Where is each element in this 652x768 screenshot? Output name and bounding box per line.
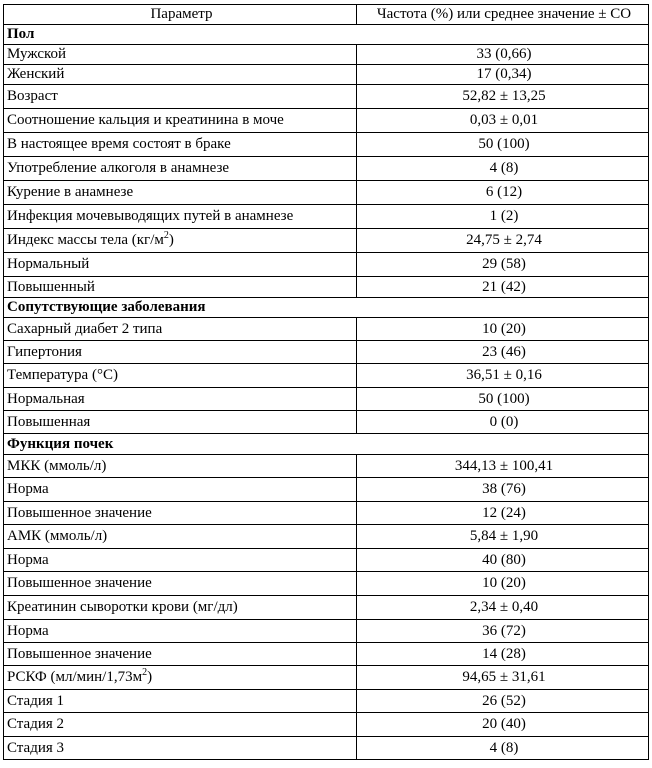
parameter-label-tail: ) bbox=[168, 232, 174, 248]
parameter-label: Нормальный bbox=[7, 256, 90, 272]
parameter-cell bbox=[4, 713, 357, 737]
parameter-cell bbox=[4, 364, 357, 388]
parameter-label: Норма bbox=[7, 551, 49, 568]
section-title: Функция почек bbox=[4, 434, 649, 455]
table-row bbox=[4, 572, 649, 596]
table-row bbox=[4, 713, 649, 737]
parameter-label: Повышенное значение bbox=[7, 504, 152, 521]
table-row bbox=[4, 478, 649, 502]
parameter-cell bbox=[4, 525, 357, 549]
parameter-cell bbox=[4, 277, 357, 298]
parameter-cell bbox=[4, 690, 357, 713]
parameter-cell bbox=[4, 65, 357, 85]
table-row bbox=[4, 388, 649, 411]
parameter-cell bbox=[4, 205, 357, 229]
value-cell: 94,65 ± 31,61 bbox=[357, 666, 649, 690]
parameter-label: АМК (ммоль/л) bbox=[7, 528, 108, 544]
section-row bbox=[4, 298, 649, 318]
value-cell: 6 (12) bbox=[357, 181, 649, 205]
table-row bbox=[4, 229, 649, 253]
value-cell: 4 (8) bbox=[357, 157, 649, 181]
parameter-label: МКК (ммоль/л) bbox=[7, 457, 107, 474]
parameter-cell bbox=[4, 455, 357, 478]
value-cell: 2,34 ± 0,40 bbox=[357, 596, 649, 620]
table-row bbox=[4, 549, 649, 572]
value-cell: 344,13 ± 100,41 bbox=[357, 455, 649, 478]
header-parameter: Параметр bbox=[4, 5, 357, 25]
table-row bbox=[4, 737, 649, 760]
table-row bbox=[4, 502, 649, 525]
table-row bbox=[4, 620, 649, 643]
value-cell: 26 (52) bbox=[357, 690, 649, 713]
value-cell: 10 (20) bbox=[357, 572, 649, 596]
parameter-cell bbox=[4, 478, 357, 502]
parameter-label: Возраст bbox=[7, 88, 58, 104]
table-row bbox=[4, 133, 649, 157]
table-row bbox=[4, 525, 649, 549]
table-row bbox=[4, 690, 649, 713]
table-row bbox=[4, 109, 649, 133]
parameter-label: Нормальная bbox=[7, 390, 85, 407]
parameter-label: Сахарный диабет 2 типа bbox=[7, 320, 163, 337]
parameter-cell bbox=[4, 253, 357, 277]
value-cell: 0 (0) bbox=[357, 411, 649, 434]
value-cell: 0,03 ± 0,01 bbox=[357, 109, 649, 133]
parameter-label: Креатинин сыворотки крови (мг/дл) bbox=[7, 599, 238, 615]
table-row bbox=[4, 157, 649, 181]
parameter-cell bbox=[4, 341, 357, 364]
superscript: 2 bbox=[142, 667, 148, 678]
table-row bbox=[4, 65, 649, 85]
table-row bbox=[4, 364, 649, 388]
value-cell: 36 (72) bbox=[357, 620, 649, 643]
parameter-cell bbox=[4, 737, 357, 760]
section-title: Пол bbox=[4, 25, 649, 45]
parameter-cell bbox=[4, 666, 357, 690]
header-value: Частота (%) или среднее значение ± СО bbox=[357, 5, 649, 25]
value-cell: 40 (80) bbox=[357, 549, 649, 572]
parameter-cell bbox=[4, 133, 357, 157]
parameter-label-tail: ) bbox=[147, 669, 153, 685]
value-cell: 38 (76) bbox=[357, 478, 649, 502]
value-cell: 24,75 ± 2,74 bbox=[357, 229, 649, 253]
table-row bbox=[4, 181, 649, 205]
table-header-row bbox=[4, 5, 649, 25]
table-row bbox=[4, 45, 649, 65]
parameter-label: Температура (°C) bbox=[7, 367, 118, 383]
parameter-cell bbox=[4, 596, 357, 620]
value-cell: 20 (40) bbox=[357, 713, 649, 737]
parameter-cell bbox=[4, 157, 357, 181]
value-cell: 50 (100) bbox=[357, 388, 649, 411]
table-row bbox=[4, 253, 649, 277]
value-cell: 36,51 ± 0,16 bbox=[357, 364, 649, 388]
parameter-cell bbox=[4, 85, 357, 109]
table-row bbox=[4, 85, 649, 109]
value-cell: 10 (20) bbox=[357, 318, 649, 341]
parameter-cell bbox=[4, 229, 357, 253]
parameter-cell bbox=[4, 109, 357, 133]
value-cell: 29 (58) bbox=[357, 253, 649, 277]
parameter-label: Употребление алкоголя в анамнезе bbox=[7, 160, 230, 176]
parameter-cell bbox=[4, 388, 357, 411]
value-cell: 14 (28) bbox=[357, 643, 649, 666]
table-row bbox=[4, 341, 649, 364]
parameter-cell bbox=[4, 620, 357, 643]
parameter-label: В настоящее время состоят в браке bbox=[7, 136, 231, 152]
section-title: Сопутствующие заболевания bbox=[4, 298, 649, 318]
parameter-cell bbox=[4, 45, 357, 65]
parameter-cell bbox=[4, 181, 357, 205]
value-cell: 5,84 ± 1,90 bbox=[357, 525, 649, 549]
parameter-cell bbox=[4, 643, 357, 666]
table-row bbox=[4, 411, 649, 434]
superscript: 2 bbox=[163, 230, 169, 241]
table-row bbox=[4, 455, 649, 478]
parameter-label: Женский bbox=[7, 66, 65, 82]
value-cell: 50 (100) bbox=[357, 133, 649, 157]
table-row bbox=[4, 277, 649, 298]
value-cell: 12 (24) bbox=[357, 502, 649, 525]
parameter-label: Норма bbox=[7, 481, 49, 497]
parameter-label: Гипертония bbox=[7, 343, 82, 360]
parameter-label: Стадия 3 bbox=[7, 739, 65, 756]
parameter-label: Соотношение кальция и креатинина в моче bbox=[7, 112, 284, 128]
parameter-label: Повышенное значение bbox=[7, 575, 152, 591]
section-row bbox=[4, 434, 649, 455]
parameter-cell bbox=[4, 318, 357, 341]
table-body bbox=[4, 25, 649, 760]
value-cell: 23 (46) bbox=[357, 341, 649, 364]
parameter-label: Курение в анамнезе bbox=[7, 184, 134, 200]
parameter-label: Повышенный bbox=[7, 278, 95, 295]
parameter-label: Инфекция мочевыводящих путей в анамнезе bbox=[7, 208, 294, 224]
parameter-cell bbox=[4, 572, 357, 596]
parameter-label: РСКФ (мл/мин/1,73м bbox=[7, 669, 143, 685]
value-cell: 4 (8) bbox=[357, 737, 649, 760]
parameter-label: Норма bbox=[7, 622, 49, 639]
table-row bbox=[4, 666, 649, 690]
value-cell: 21 (42) bbox=[357, 277, 649, 298]
value-cell: 1 (2) bbox=[357, 205, 649, 229]
section-row bbox=[4, 25, 649, 45]
parameter-label: Повышенное значение bbox=[7, 645, 152, 662]
table-row bbox=[4, 643, 649, 666]
table-row bbox=[4, 318, 649, 341]
characteristics-table bbox=[3, 4, 649, 760]
value-cell: 33 (0,66) bbox=[357, 45, 649, 65]
parameter-cell bbox=[4, 549, 357, 572]
value-cell: 52,82 ± 13,25 bbox=[357, 85, 649, 109]
table-row bbox=[4, 205, 649, 229]
value-cell: 17 (0,34) bbox=[357, 65, 649, 85]
parameter-label: Повышенная bbox=[7, 413, 91, 430]
parameter-label: Стадия 2 bbox=[7, 716, 65, 732]
parameter-label: Мужской bbox=[7, 46, 67, 62]
table-row bbox=[4, 596, 649, 620]
parameter-label: Индекс массы тела (кг/м bbox=[7, 232, 164, 248]
parameter-label: Стадия 1 bbox=[7, 692, 65, 709]
parameter-cell bbox=[4, 411, 357, 434]
parameter-cell bbox=[4, 502, 357, 525]
